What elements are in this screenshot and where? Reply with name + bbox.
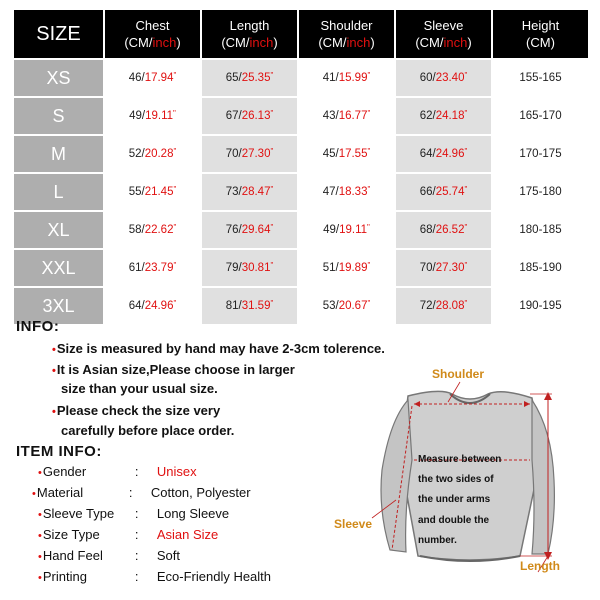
table-row (13, 249, 589, 287)
size-cell: XL (13, 211, 104, 249)
header-size: SIZE (13, 9, 104, 59)
header-shoulder: Shoulder (CM/inch) (298, 9, 395, 59)
height-cell: 190-195 (492, 287, 589, 325)
sleeve-cell: 70/27.30" (395, 249, 492, 287)
table-row (13, 135, 589, 173)
shoulder-cell: 51/19.89" (298, 249, 395, 287)
header-length: Length (CM/inch) (201, 9, 298, 59)
chest-cell: 55/21.45" (104, 173, 201, 211)
table-row (13, 97, 589, 135)
table-row (13, 59, 589, 97)
chest-cell: 49/19.11" (104, 97, 201, 135)
length-label: Length (520, 559, 560, 573)
height-cell: 165-170 (492, 97, 589, 135)
item-info-row: •Hand Feel : Soft (38, 548, 180, 563)
table-row (13, 173, 589, 211)
item-info-row: •Gender : Unisex (38, 464, 197, 479)
chest-cell: 58/22.62" (104, 211, 201, 249)
height-cell: 175-180 (492, 173, 589, 211)
size-cell: 3XL (13, 287, 104, 325)
height-cell: 185-190 (492, 249, 589, 287)
info-line-1: •Size is measured by hand may have 2-3cm tolerence. (52, 341, 385, 356)
chest-note-line: and double the (418, 515, 490, 526)
table-row (13, 211, 589, 249)
chest-cell: 64/24.96" (104, 287, 201, 325)
shoulder-cell: 53/20.67" (298, 287, 395, 325)
height-cell: 180-185 (492, 211, 589, 249)
sleeve-label: Sleeve (334, 517, 373, 531)
sleeve-cell: 72/28.08" (395, 287, 492, 325)
length-cell: 65/25.35" (201, 59, 298, 97)
size-cell: M (13, 135, 104, 173)
shoulder-label: Shoulder (432, 367, 485, 381)
chest-note-line: Measure between (418, 454, 502, 465)
chest-cell: 61/23.79" (104, 249, 201, 287)
length-cell: 76/29.64" (201, 211, 298, 249)
size-chart-table (12, 8, 590, 326)
shoulder-cell: 47/18.33" (298, 173, 395, 211)
info-line-3: size than your usual size. (61, 381, 218, 396)
length-cell: 70/27.30" (201, 135, 298, 173)
info-line-2: •It is Asian size,Please choose in larger (52, 362, 295, 377)
sleeve-cell: 62/24.18" (395, 97, 492, 135)
item-info-row: •Size Type : Asian Size (38, 527, 219, 542)
height-cell: 170-175 (492, 135, 589, 173)
table-row (13, 287, 589, 325)
table-header-row (13, 9, 589, 59)
shoulder-cell: 43/16.77" (298, 97, 395, 135)
shoulder-cell: 45/17.55" (298, 135, 395, 173)
size-cell: XXL (13, 249, 104, 287)
size-cell: S (13, 97, 104, 135)
chest-cell: 52/20.28" (104, 135, 201, 173)
chest-note-line: the two sides of (418, 474, 494, 485)
sleeve-cell: 68/26.52" (395, 211, 492, 249)
sleeve-cell: 64/24.96" (395, 135, 492, 173)
length-cell: 73/28.47" (201, 173, 298, 211)
chest-note-line: number. (418, 535, 457, 546)
size-cell: L (13, 173, 104, 211)
header-sleeve: Sleeve (CM/inch) (395, 9, 492, 59)
sweatshirt-measurement-diagram (320, 360, 600, 600)
chest-note-line: the under arms (418, 494, 491, 505)
item-info-row: •Material : Cotton, Polyester (32, 485, 251, 500)
info-line-4: •Please check the size very (52, 403, 221, 418)
shoulder-cell: 41/15.99" (298, 59, 395, 97)
sleeve-cell: 66/25.74" (395, 173, 492, 211)
header-chest: Chest (CM/inch) (104, 9, 201, 59)
height-cell: 155-165 (492, 59, 589, 97)
size-cell: XS (13, 59, 104, 97)
sleeve-cell: 60/23.40" (395, 59, 492, 97)
item-info-row: •Printing : Eco-Friendly Health (38, 569, 272, 584)
length-cell: 67/26.13" (201, 97, 298, 135)
shoulder-cell: 49/19.11" (298, 211, 395, 249)
header-height: Height (CM) (492, 9, 589, 59)
length-cell: 79/30.81" (201, 249, 298, 287)
item-info-row: •Sleeve Type : Long Sleeve (38, 506, 230, 521)
chest-cell: 46/17.94" (104, 59, 201, 97)
length-cell: 81/31.59" (201, 287, 298, 325)
info-line-5: carefully before place order. (61, 423, 235, 438)
item-info-title: ITEM INFO: (16, 443, 102, 460)
info-title: INFO: (16, 318, 60, 335)
